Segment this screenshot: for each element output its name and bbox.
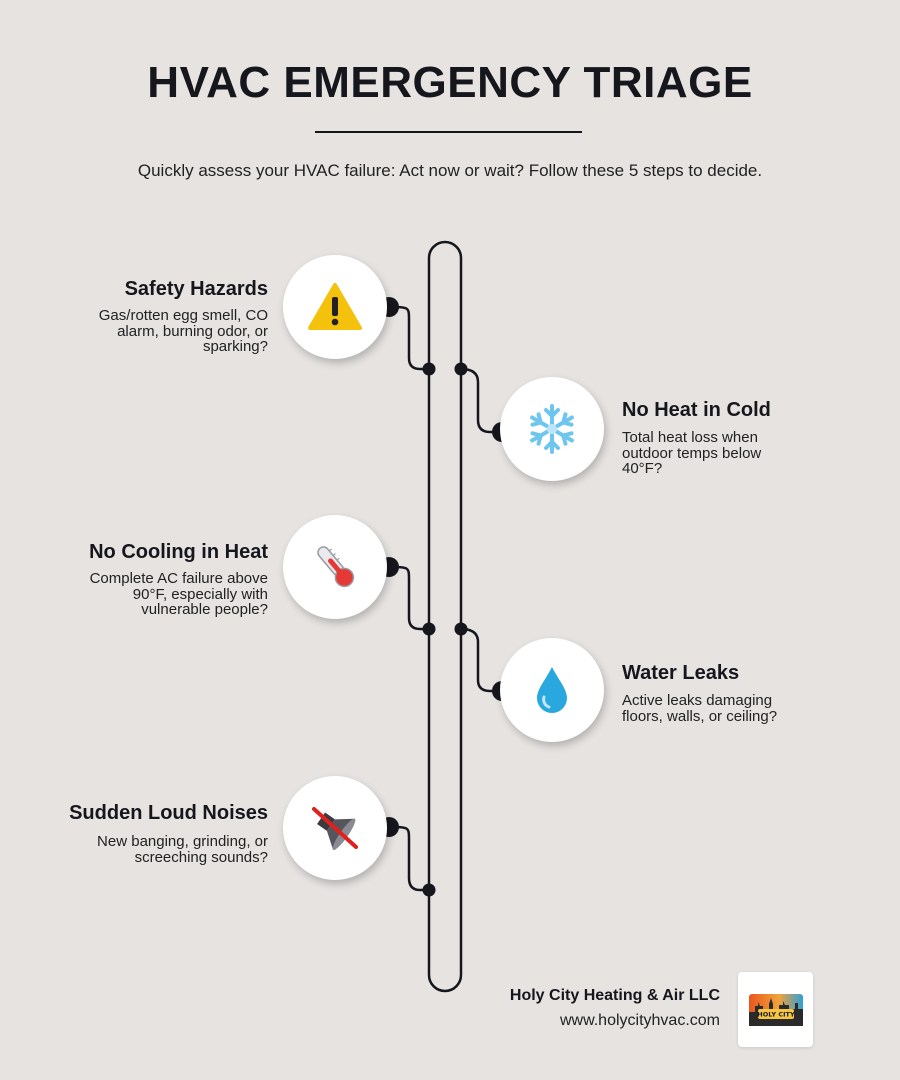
connector-step-3 [389, 567, 429, 629]
connector-step-5 [389, 827, 429, 890]
step-5-description: New banging, grinding, or screeching sounds? [97, 833, 268, 866]
company-name: Holy City Heating & Air LLC [509, 987, 720, 1004]
muted-speaker-icon [306, 799, 364, 857]
logo-text: HOLY CITY [756, 1010, 795, 1018]
step-4-title: Water Leaks [622, 662, 740, 684]
step-4-description: Active leaks damaging floors, walls, or ceiling? [622, 692, 778, 725]
step-2-icon-circle [500, 377, 604, 481]
holy-city-logo [749, 990, 803, 1030]
step-2-description: Total heat loss when outdoor temps below 40°F? [622, 429, 762, 477]
track-dot-step-4 [455, 623, 468, 636]
step-5-title: Sudden Loud Noises [69, 802, 268, 824]
step-1-description: Gas/rotten egg smell, CO alarm, burning odor, or sparking? [98, 307, 268, 355]
company-website[interactable]: www.holycityhvac.com [559, 1012, 720, 1029]
step-3-icon-circle [283, 515, 387, 619]
warning-icon [307, 282, 363, 332]
track-dot-step-5 [423, 884, 436, 897]
page-subtitle: Quickly assess your HVAC failure: Act now or wait? Follow these 5 steps to decide. [137, 161, 763, 180]
connector-step-4 [461, 629, 502, 691]
water-drop-icon [532, 664, 572, 716]
company-logo [738, 972, 813, 1047]
step-3-description: Complete AC failure above 90°F, especially with vulnerable people? [89, 570, 268, 618]
track-dot-step-1 [423, 363, 436, 376]
step-5-icon-circle [283, 776, 387, 880]
step-4-icon-circle [500, 638, 604, 742]
step-1-title: Safety Hazards [124, 278, 268, 300]
track-dot-step-3 [423, 623, 436, 636]
snowflake-icon [525, 402, 579, 456]
track-dot-step-2 [455, 363, 468, 376]
connector-step-1 [389, 307, 429, 369]
step-2-title: No Heat in Cold [622, 399, 771, 421]
step-3-title: No Cooling in Heat [89, 541, 268, 563]
step-1-icon-circle [283, 255, 387, 359]
thermometer-icon [307, 539, 363, 595]
connector-step-2 [461, 369, 502, 432]
page-title: HVAC EMERGENCY TRIAGE [147, 58, 753, 107]
timeline-track [429, 242, 461, 991]
